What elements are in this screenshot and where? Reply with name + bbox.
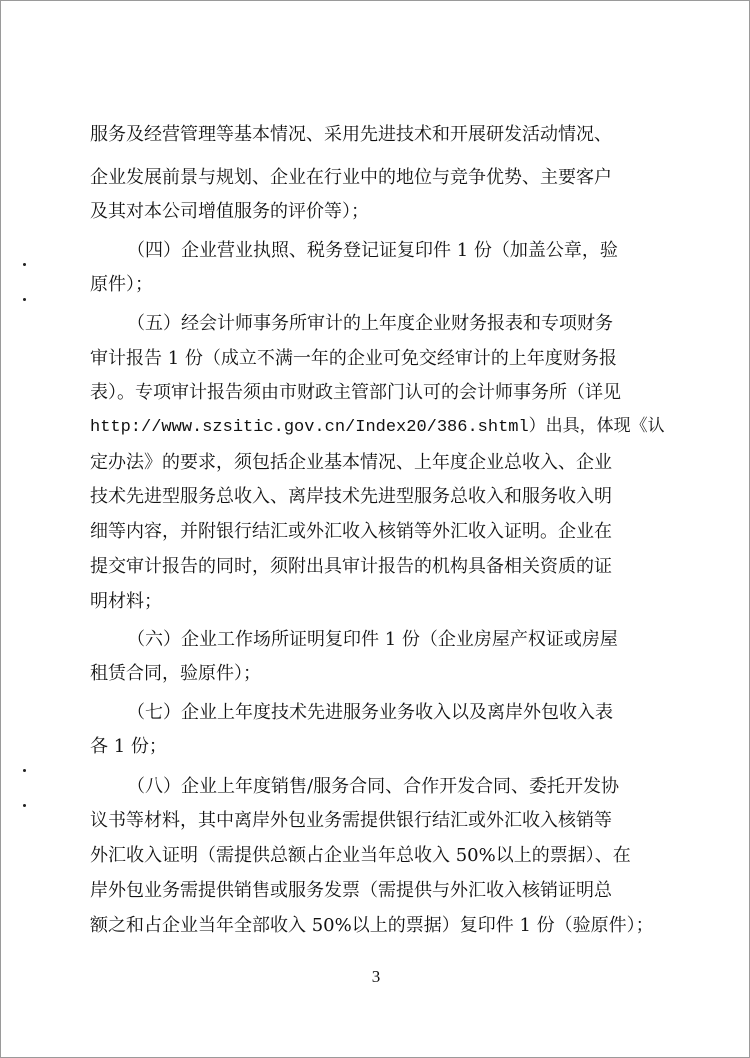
item-6-heading: （六）企业工作场所证明复印件 1 份（企业房屋产权证或房屋 (127, 629, 618, 650)
item-4-heading: （四）企业营业执照、税务登记证复印件 1 份（加盖公章，验 (127, 240, 618, 261)
url-line: http://www.szsitic.gov.cn/Index20/386.shtml）出具，体现《认 (90, 418, 665, 437)
body-text-line: 外汇收入证明（需提供总额占企业当年总收入 50%以上的票据）、在 (90, 845, 631, 866)
body-text-line: 议书等材料，其中离岸外包业务需提供银行结汇或外汇收入核销等 (90, 810, 612, 831)
body-text-line: 明材料； (90, 591, 162, 612)
body-text-line: 岸外包业务需提供销售或服务发票（需提供与外汇收入核销证明总 (90, 880, 612, 901)
body-text-line: 原件）； (90, 274, 153, 295)
body-text-line: 定办法》的要求，须包括企业基本情况、上年度企业总收入、企业 (90, 452, 612, 473)
item-7-heading: （七）企业上年度技术先进服务业务收入以及离岸外包收入表 (127, 702, 613, 723)
body-text-line: 细等内容，并附银行结汇或外汇收入核销等外汇收入证明。企业在 (90, 521, 612, 542)
body-text-line: 服务及经营管理等基本情况、采用先进技术和开展研发活动情况、 (90, 124, 612, 145)
body-text-line: 租赁合同，验原件）； (90, 663, 261, 684)
item-8-heading: （八）企业上年度销售/服务合同、合作开发合同、委托开发协 (127, 776, 620, 797)
body-text-line: 各 1 份； (90, 736, 167, 757)
body-text-line: 提交审计报告的同时，须附出具审计报告的机构具备相关资质的证 (90, 556, 612, 577)
body-text-line: 企业发展前景与规划、企业在行业中的地位与竞争优势、主要客户 (90, 167, 612, 188)
body-text-line: 技术先进型服务总收入、离岸技术先进型服务总收入和服务收入明 (90, 486, 612, 507)
item-5-heading: （五）经会计师事务所审计的上年度企业财务报表和专项财务 (127, 313, 613, 334)
body-text-line: 额之和占企业当年全部收入 50%以上的票据）复印件 1 份（验原件）； (90, 915, 654, 936)
scan-speck (23, 769, 26, 772)
scan-speck (23, 804, 26, 807)
body-text-line: 及其对本公司增值服务的评价等）； (90, 201, 369, 222)
scan-speck (23, 263, 26, 266)
body-text-line: 表）。专项审计报告须由市财政主管部门认可的会计师事务所（详见 (90, 382, 621, 403)
scan-speck (23, 298, 26, 301)
body-text-line: 审计报告 1 份（成立不满一年的企业可免交经审计的上年度财务报 (90, 348, 617, 369)
page-number: 3 (371, 967, 381, 986)
